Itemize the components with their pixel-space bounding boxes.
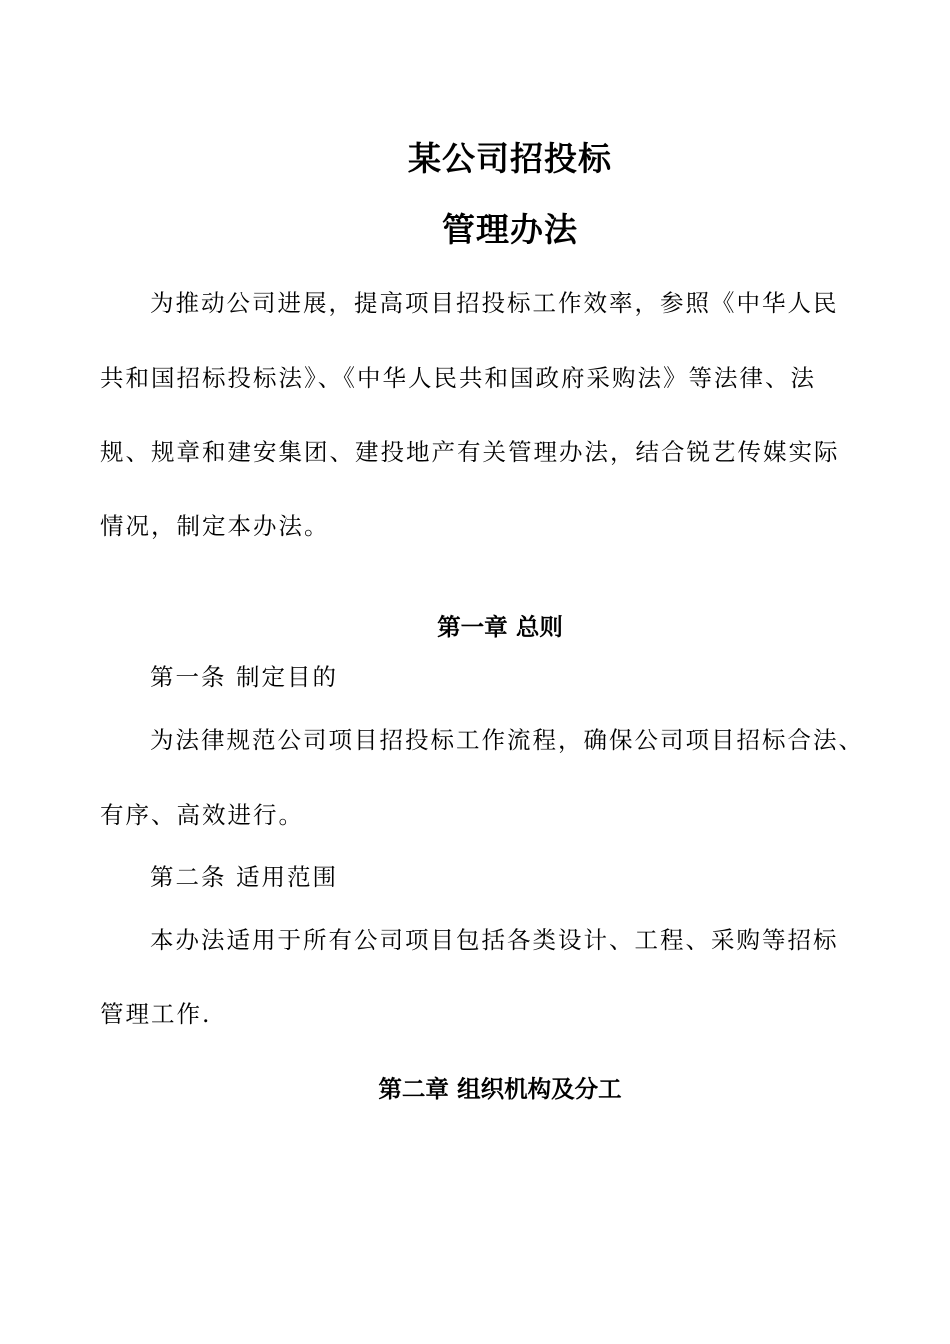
chapter-2-heading: 第二章 组织机构及分工 — [378, 1075, 622, 1103]
intro-line-3: 规、规章和建安集团、建投地产有关管理办法，结合锐艺传媒实际 — [100, 438, 840, 466]
article-1-line-1: 为法律规范公司项目招投标工作流程，确保公司项目招标合法、 — [150, 726, 864, 754]
chapter-1-heading: 第一章 总则 — [437, 613, 563, 641]
article-2-line-1: 本办法适用于所有公司项目包括各类设计、工程、采购等招标 — [150, 926, 839, 954]
document-title-line1: 某公司招投标 — [408, 139, 612, 178]
article-2-line-2: 管理工作. — [100, 1000, 212, 1028]
document-title-line2: 管理办法 — [442, 210, 578, 249]
intro-line-4: 情况，制定本办法。 — [100, 512, 330, 540]
article-1-line-2: 有序、高效进行。 — [100, 801, 304, 829]
intro-line-1: 为推动公司进展，提高项目招投标工作效率，参照《中华人民 — [150, 289, 839, 317]
intro-line-2: 共和国招标投标法》、《中华人民共和国政府采购法》等法律、法 — [100, 364, 816, 392]
article-1-heading: 第一条 制定目的 — [150, 663, 338, 691]
article-2-heading: 第二条 适用范围 — [150, 863, 338, 891]
